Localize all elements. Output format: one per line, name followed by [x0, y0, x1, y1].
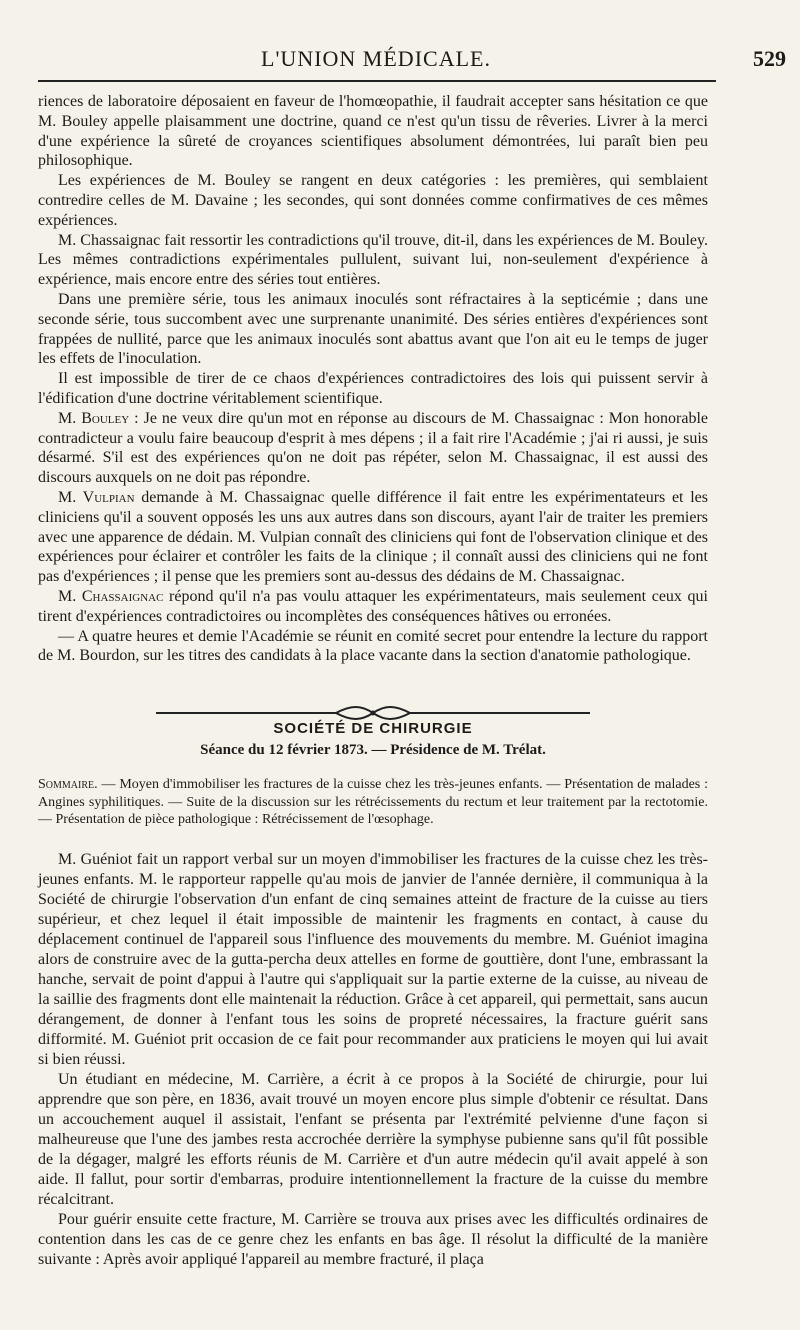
paragraph: riences de laboratoire déposaient en faveur de l'homœopathie, il faudrait accepter sans hésitation ce que M. Bouley appelle plaisamment une doctrine, quand ce n'est qu'un tissu de rêveries. Livrer à la merci d'une expérience la sûreté de croyances scientifiques absolument démontrées, lui paraît bien peu philosophique.	[38, 93, 708, 170]
speech-text: demande à M. Chassaignac quelle différence il fait entre les expérimentateurs et les cliniciens qu'il a souvent opposés les uns aux autres dans son discours, ayant l'air de traiter les premiers avec une apparence de dédain. M. Vulpian connaît des cliniciens qui font de l'observation clinique et des expériences pour éclairer et contrôler les faits de la clinique ; il connaît aussi des cliniciens qui ne font pas d'expériences ; il pense que les premiers sont au-dessus des dédains de M. Chassaignac.	[38, 488, 708, 586]
speaker-name: M. Chassaignac	[58, 587, 164, 605]
paragraph: Dans une première série, tous les animaux inoculés sont réfractaires à la septicémie ; dans une seconde série, tous succombent avec une surprenante unanimité. Des séries entières d'expériences sont frappées de nullité, parce que les animaux inoculés sont abattus avant que l'on ait eu le temps de juger les effets de l'inoculation.	[38, 290, 708, 368]
summary-paragraph	[38, 776, 708, 829]
header-rule	[38, 80, 716, 82]
paragraph-chassaignac	[38, 587, 708, 627]
society-header	[38, 702, 708, 772]
running-head	[38, 46, 786, 80]
academy-discussion	[38, 92, 708, 666]
speech-text: : Je ne veux dire qu'un mot en réponse au discours de M. Chassaignac : Mon honorable contradicteur a voulu faire beaucoup d'esprit à mes dépens ; il a fait rire l'Académie ; j'ai ri aussi, je suis désarmé. S'il est des expériences qu'on ne doit pas répéter, selon M. Chassaignac, il est aussi des discours auxquels on ne doit pas répondre.	[38, 409, 708, 487]
session-line: Séance du 12 février 1873. — Présidence de M. Trélat.	[200, 742, 546, 758]
paragraph: Pour guérir ensuite cette fracture, M. Carrière se trouva aux prises avec les difficultés ordinaires de contention dans les cas de ce genre chez les enfants en bas âge. Il résolut la difficulté de la manière suivante : Après avoir appliqué l'appareil au membre fracturé, il plaça	[38, 1211, 708, 1268]
paragraph: Un étudiant en médecine, M. Carrière, a écrit à ce propos à la Société de chirurgie, pour lui apprendre que son père, en 1836, avait trouvé un moyen encore plus simple d'obtenir ce résultat. Dans un accouchement auquel il assistait, l'enfant se présenta par l'extrémité pelvienne d'une façon si malheureuse que l'une des jambes resta accrochée derrière la symphyse pubienne sans qu'il fût possible de la dégager, malgré les efforts réunis de M. Carrière et d'un autre médecin qu'il avait appelé à son aide. Il fallut, pour sortir d'embarras, produire intentionnellement la fracture de la cuisse du membre récalcitrant.	[38, 1071, 708, 1208]
paragraph: Les expériences de M. Bouley se rangent en deux catégories : les premières, qui semblaient contredire celles de M. Davaine ; les secondes, qui sont données comme confirmatives de ces mêmes expériences.	[38, 172, 708, 229]
paragraph-vulpian	[38, 488, 708, 587]
summary-text: — Moyen d'immobiliser les fractures de la cuisse chez les très-jeunes enfants. — Présentation de malades : Angines syphilitiques. — Suite de la discussion sur les rétrécissements du rectum et leur traitement par la rectotomie. — Présentation de pièce pathologique : Rétrécissement de l'œsophage.	[38, 777, 708, 827]
paragraph-bouley	[38, 409, 708, 488]
society-title: SOCIÉTÉ DE CHIRURGIE	[273, 720, 473, 737]
paragraph: Il est impossible de tirer de ce chaos d'expériences contradictoires des lois qui puissent servir à l'édification d'une doctrine véritablement scientifique.	[38, 370, 708, 407]
speaker-name: M. Vulpian	[58, 488, 135, 506]
summary-label: Sommaire.	[38, 777, 98, 792]
paragraph: M. Guéniot fait un rapport verbal sur un moyen d'immobiliser les fractures de la cuisse chez les très-jeunes enfants. M. le rapporteur rappelle qu'au mois de janvier de l'année dernière, il communiqua à la Société de chirurgie l'observation d'un enfant de cinq semaines atteint de fracture de la cuisse au tiers supérieur, et chez lequel il était impossible de maintenir les fragments en contact, à cause du déplacement continuel de l'appareil sous l'influence des mouvements du membre. M. Guéniot imagina alors de construire avec de la gutta-percha deux attelles en forme de gouttière, dont l'une, embrassant la hanche, servait de point d'appui à l'autre qui s'appliquait sur la partie externe de la cuisse, au niveau de la saillie des fragments dont elle maintenait la réduction. Grâce à cet appareil, qui permettait, sans aucun dérangement, de donner à l'enfant tous les soins de propreté nécessaires, la fracture guérit sans difformité. M. Guéniot prit occasion de ce fait pour recommander aux praticiens le moyen qui lui avait si bien réussi.	[38, 851, 708, 1068]
summary	[38, 776, 708, 829]
paragraph: M. Chassaignac fait ressortir les contradictions qu'il trouve, dit-il, dans les expériences de M. Bouley. Les mêmes contradictions expérimentales pullulent, suivant lui, non-seulement d'expérience à expérience, mais encore entre des séries tout entières.	[38, 231, 708, 289]
speaker-name: M. Bouley	[58, 409, 130, 427]
speech-text: répond qu'il n'a pas voulu attaquer les expérimentateurs, mais seulement ceux qui tirent d'expériences contradictoires ou incomplètes des conséquences hâtives ou erronées.	[38, 587, 708, 625]
paragraph-closing: — A quatre heures et demie l'Académie se réunit en comité secret pour entendre la lecture du rapport de M. Bourdon, sur les titres des candidats à la place vacante dans la section d'anatomie pathologique.	[38, 627, 708, 665]
running-title: L'UNION MÉDICALE.	[261, 46, 491, 71]
society-discussion	[38, 850, 708, 1270]
page-number: 529	[753, 46, 786, 71]
